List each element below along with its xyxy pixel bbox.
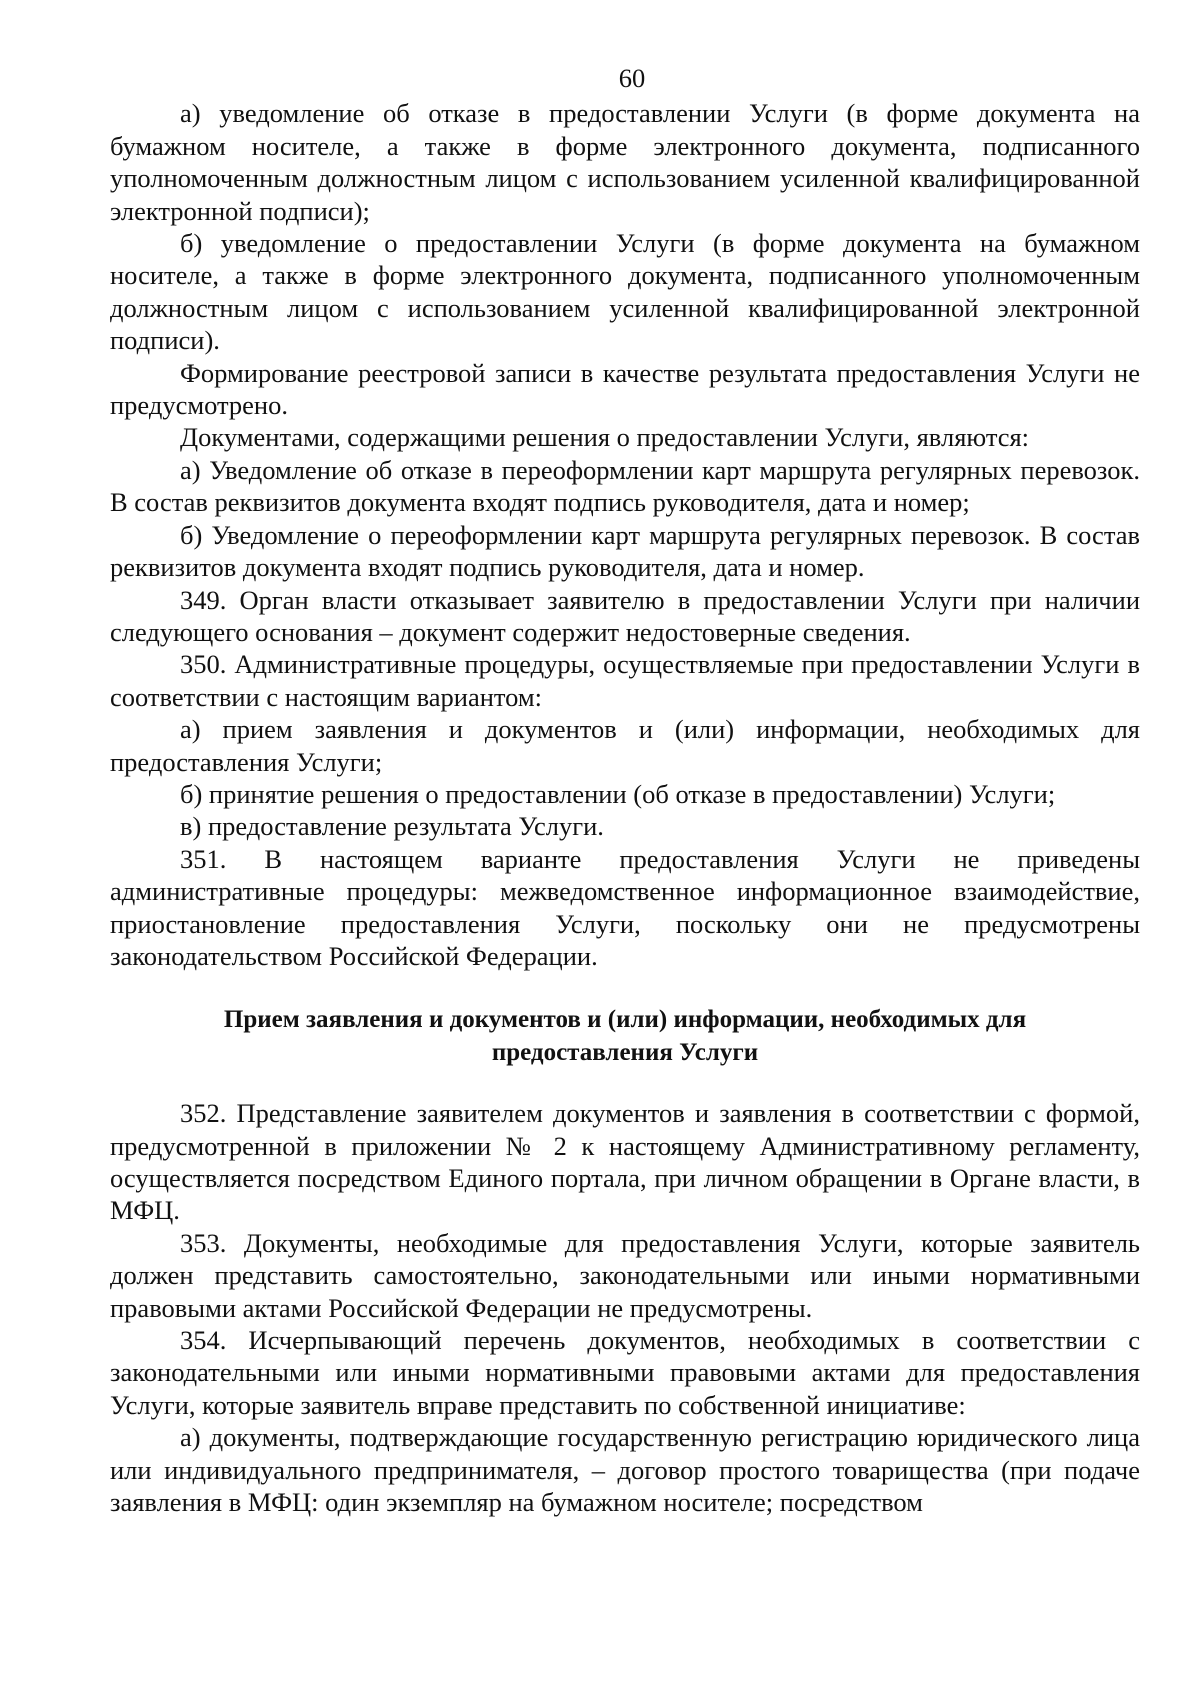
paragraph-353: 353. Документы, необходимые для предоставления Услуги, которые заявитель должен представить самостоятельно, законодательными или иными нормативными правовыми актами Российской Федерации не предусмотрены. — [110, 1227, 1140, 1323]
paragraph-354-a: а) документы, подтверждающие государственную регистрацию юридического лица или индивидуального предпринимателя, – договор простого товарищества (при подаче заявления в МФЦ: один экземпляр на бумажном носителе; посредством — [110, 1422, 1140, 1518]
paragraph-349: 349. Орган власти отказывает заявителю в предоставлении Услуги при наличии следующего основания – документ содержит недостоверные сведения. — [110, 584, 1140, 647]
section-heading — [110, 1004, 1140, 1069]
paragraph-350-b: б) принятие решения о предоставлении (об отказе в предоставлении) Услуги; — [180, 778, 1056, 809]
paragraph-decision-documents: Документами, содержащими решения о предоставлении Услуги, являются: — [180, 422, 1030, 453]
section-heading-line-2: предоставления Услуги — [491, 1038, 759, 1066]
paragraph-354: 354. Исчерпывающий перечень документов, необходимых в соответствии с законодательными или иными нормативными правовыми актами для предоставления Услуги, которые заявитель вправе представить по собственной инициативе: — [110, 1325, 1140, 1420]
paragraph-decision-refusal: а) Уведомление об отказе в переоформлении карт маршрута регулярных перевозок. В состав реквизитов документа входят подпись руководителя, дата и номер; — [110, 454, 1140, 518]
paragraph-notice-refusal: а) уведомление об отказе в предоставлении Услуги (в форме документа на бумажном носителе, а также в форме электронного документа, подписанного уполномоченным должностным лицом с использованием усиленной квалифицированной электронной подписи); — [110, 98, 1140, 226]
page-number: 60 — [618, 63, 646, 93]
paragraph-registry-record: Формирование реестровой записи в качестве результата предоставления Услуги не предусмотрено. — [110, 357, 1140, 421]
paragraph-notice-provision: б) уведомление о предоставлении Услуги (в форме документа на бумажном носителе, а также в форме электронного документа, подписанного уполномоченным должностным лицом с использованием усиленной квалифицированной электронной подписи). — [110, 228, 1140, 356]
section-heading-line-1: Прием заявления и документов и (или) информации, необходимых для — [223, 1006, 1027, 1034]
paragraph-350-v: в) предоставление результата Услуги. — [180, 811, 604, 842]
document-page — [110, 62, 1140, 1518]
paragraph-351: 351. В настоящем варианте предоставления Услуги не приведены административные процедуры: межведомственное информационное взаимодействие, приостановление предоставления Услуги, поскольку они не предусмотрены законодательством Российской Федерации. — [110, 843, 1140, 971]
paragraph-decision-reissue: б) Уведомление о переоформлении карт маршрута регулярных перевозок. В состав реквизитов документа входят подпись руководителя, дата и номер. — [110, 519, 1140, 583]
paragraph-350-a: а) прием заявления и документов и (или) информации, необходимых для предоставления Услуги; — [110, 714, 1140, 777]
paragraph-352: 352. Представление заявителем документов и заявления в соответствии с формой, предусмотренной в приложении № 2 к настоящему Административному регламенту, осуществляется посредством Единого портала, при личном обращении в Органе власти, в МФЦ. — [110, 1098, 1140, 1226]
paragraph-350: 350. Административные процедуры, осуществляемые при предоставлении Услуги в соответствии с настоящим вариантом: — [110, 649, 1140, 712]
